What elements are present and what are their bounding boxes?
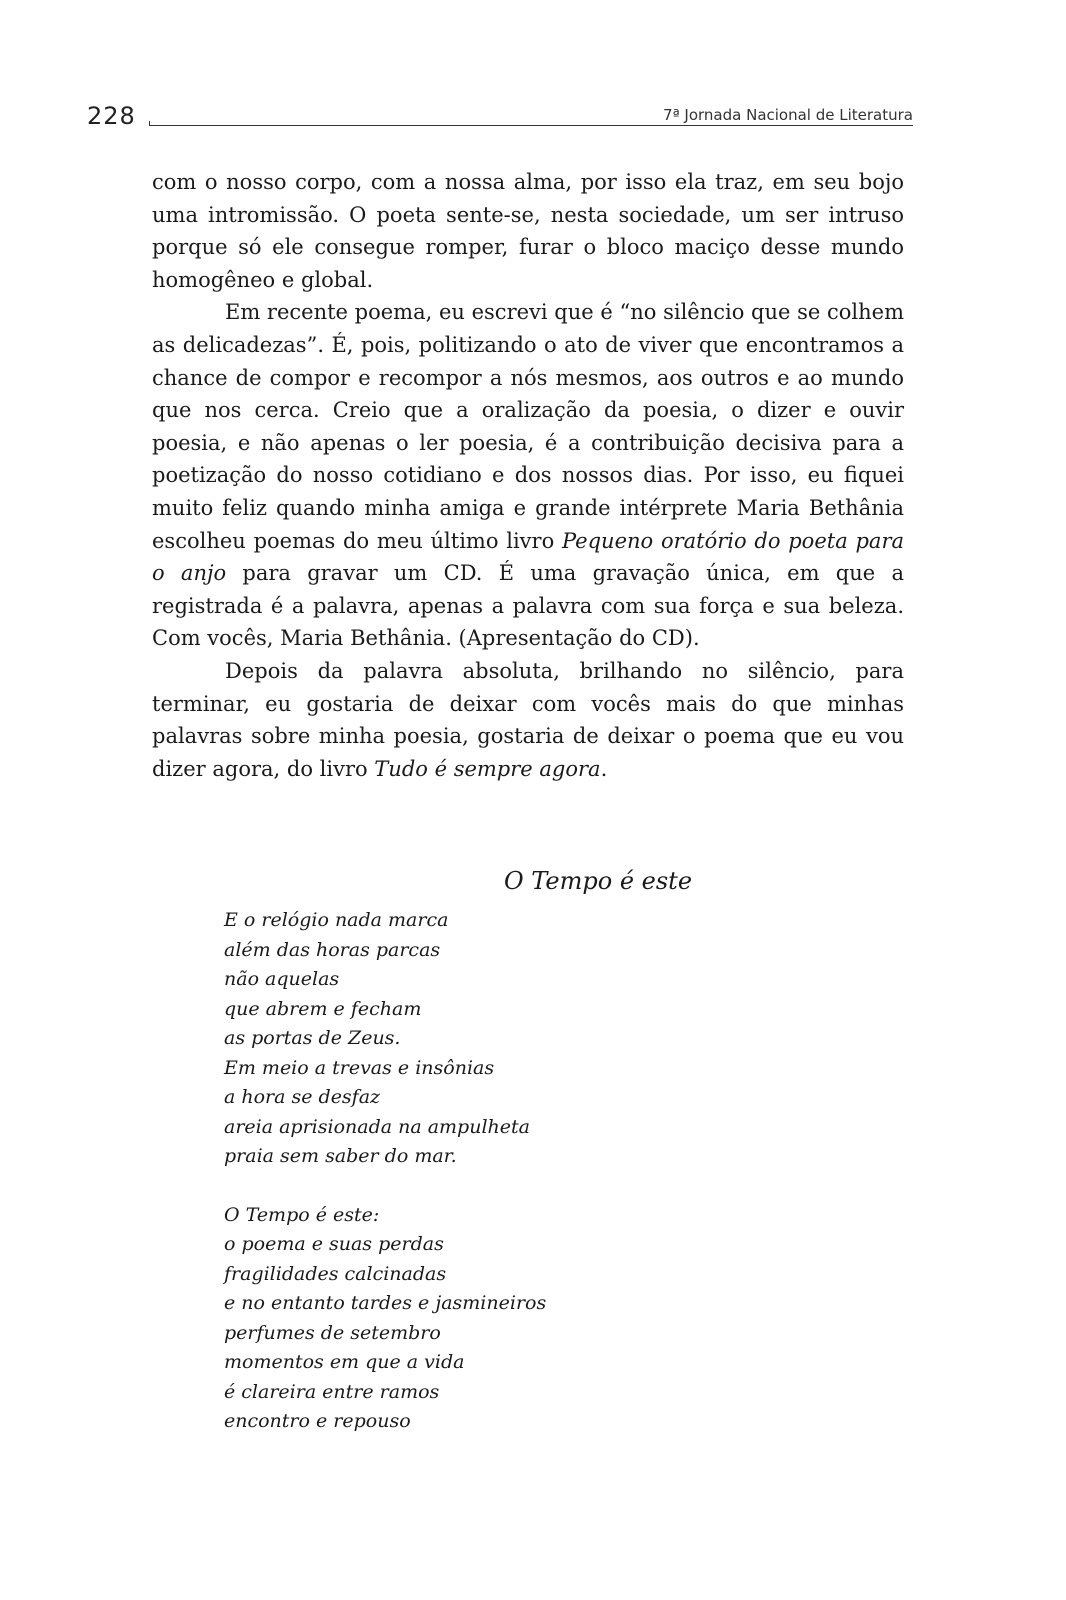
verse: perfumes de setembro xyxy=(224,1321,441,1344)
poem-stanza-2 xyxy=(224,1201,744,1437)
header-rule xyxy=(149,125,913,126)
paragraph-2-text-end: para gravar um CD. É uma gravação única, em que a registrada é a palavra, apenas a palavra com sua força e sua beleza. Com vocês, Maria Bethânia. (Apresentação do CD). xyxy=(152,561,904,651)
page-header xyxy=(87,100,913,130)
poem xyxy=(224,906,744,1466)
paragraph-3-text-end: . xyxy=(600,756,608,781)
verse: O Tempo é este: xyxy=(224,1203,380,1226)
verse: não aquelas xyxy=(224,968,340,990)
book-title-pequeno-oratorio: Pequeno oratório do poeta para o anjo xyxy=(152,528,904,586)
paragraph-2-text-start: Em recente poema, eu escrevi que é “no silêncio que se colhem as delicadezas”. É, pois, politizando o ato de viver que encontramos a chance de compor e recompor a nós mesmos, aos outros e ao mundo que nos cerca. Creio que a oralização da poesia, o dizer e ouvir poesia, e não apenas o ler poesia, é a contribuição decisiva para a poetização do nosso cotidiano e dos nossos dias. Por isso, eu fiquei muito feliz quando minha amiga e grande intérprete Maria Bethânia escolheu poemas do meu último livro xyxy=(152,300,904,553)
verse: E o relógio nada marca xyxy=(224,909,449,931)
paragraph-1-text: com o nosso corpo, com a nossa alma, por isso ela traz, em seu bojo uma intromissão. O poeta sente-se, nesta sociedade, um ser intruso porque só ele consegue romper, furar o bloco maciço desse mundo homogêneo e global. xyxy=(152,170,904,292)
paragraph-3-text-start: Depois da palavra absoluta, brilhando no silêncio, para terminar, eu gostaria de deixar com vocês mais do que minhas palavras sobre minha poesia, gostaria de deixar o poema que eu vou dizer agora, do livro xyxy=(152,658,904,781)
verse: encontro e repouso xyxy=(224,1410,411,1432)
verse: as portas de Zeus. xyxy=(224,1027,401,1049)
paragraph-1 xyxy=(152,166,904,296)
page-number: 228 xyxy=(87,102,136,130)
verse: areia aprisionada na ampulheta xyxy=(224,1115,530,1138)
verse: além das horas parcas xyxy=(224,938,441,961)
verse: praia sem saber do mar. xyxy=(224,1145,457,1167)
book-title-tudo-e-sempre-agora: Tudo é sempre agora xyxy=(374,756,601,781)
verse: fragilidades calcinadas xyxy=(224,1262,447,1285)
running-title: 7ª Jornada Nacional de Literatura xyxy=(663,106,913,124)
verse: é clareira entre ramos xyxy=(224,1380,440,1403)
paragraph-2 xyxy=(152,296,904,655)
verse: Em meio a trevas e insônias xyxy=(224,1056,495,1079)
paragraph-3 xyxy=(152,655,904,785)
body-text xyxy=(152,166,904,785)
verse: a hora se desfaz xyxy=(224,1086,381,1108)
poem-title: O Tempo é este xyxy=(503,867,693,895)
verse: e no entanto tardes e jasmineiros xyxy=(224,1292,547,1314)
verse: que abrem e fecham xyxy=(224,997,422,1020)
verse: o poema e suas perdas xyxy=(224,1233,444,1255)
poem-stanza-1 xyxy=(224,906,744,1172)
verse: momentos em que a vida xyxy=(224,1351,465,1373)
